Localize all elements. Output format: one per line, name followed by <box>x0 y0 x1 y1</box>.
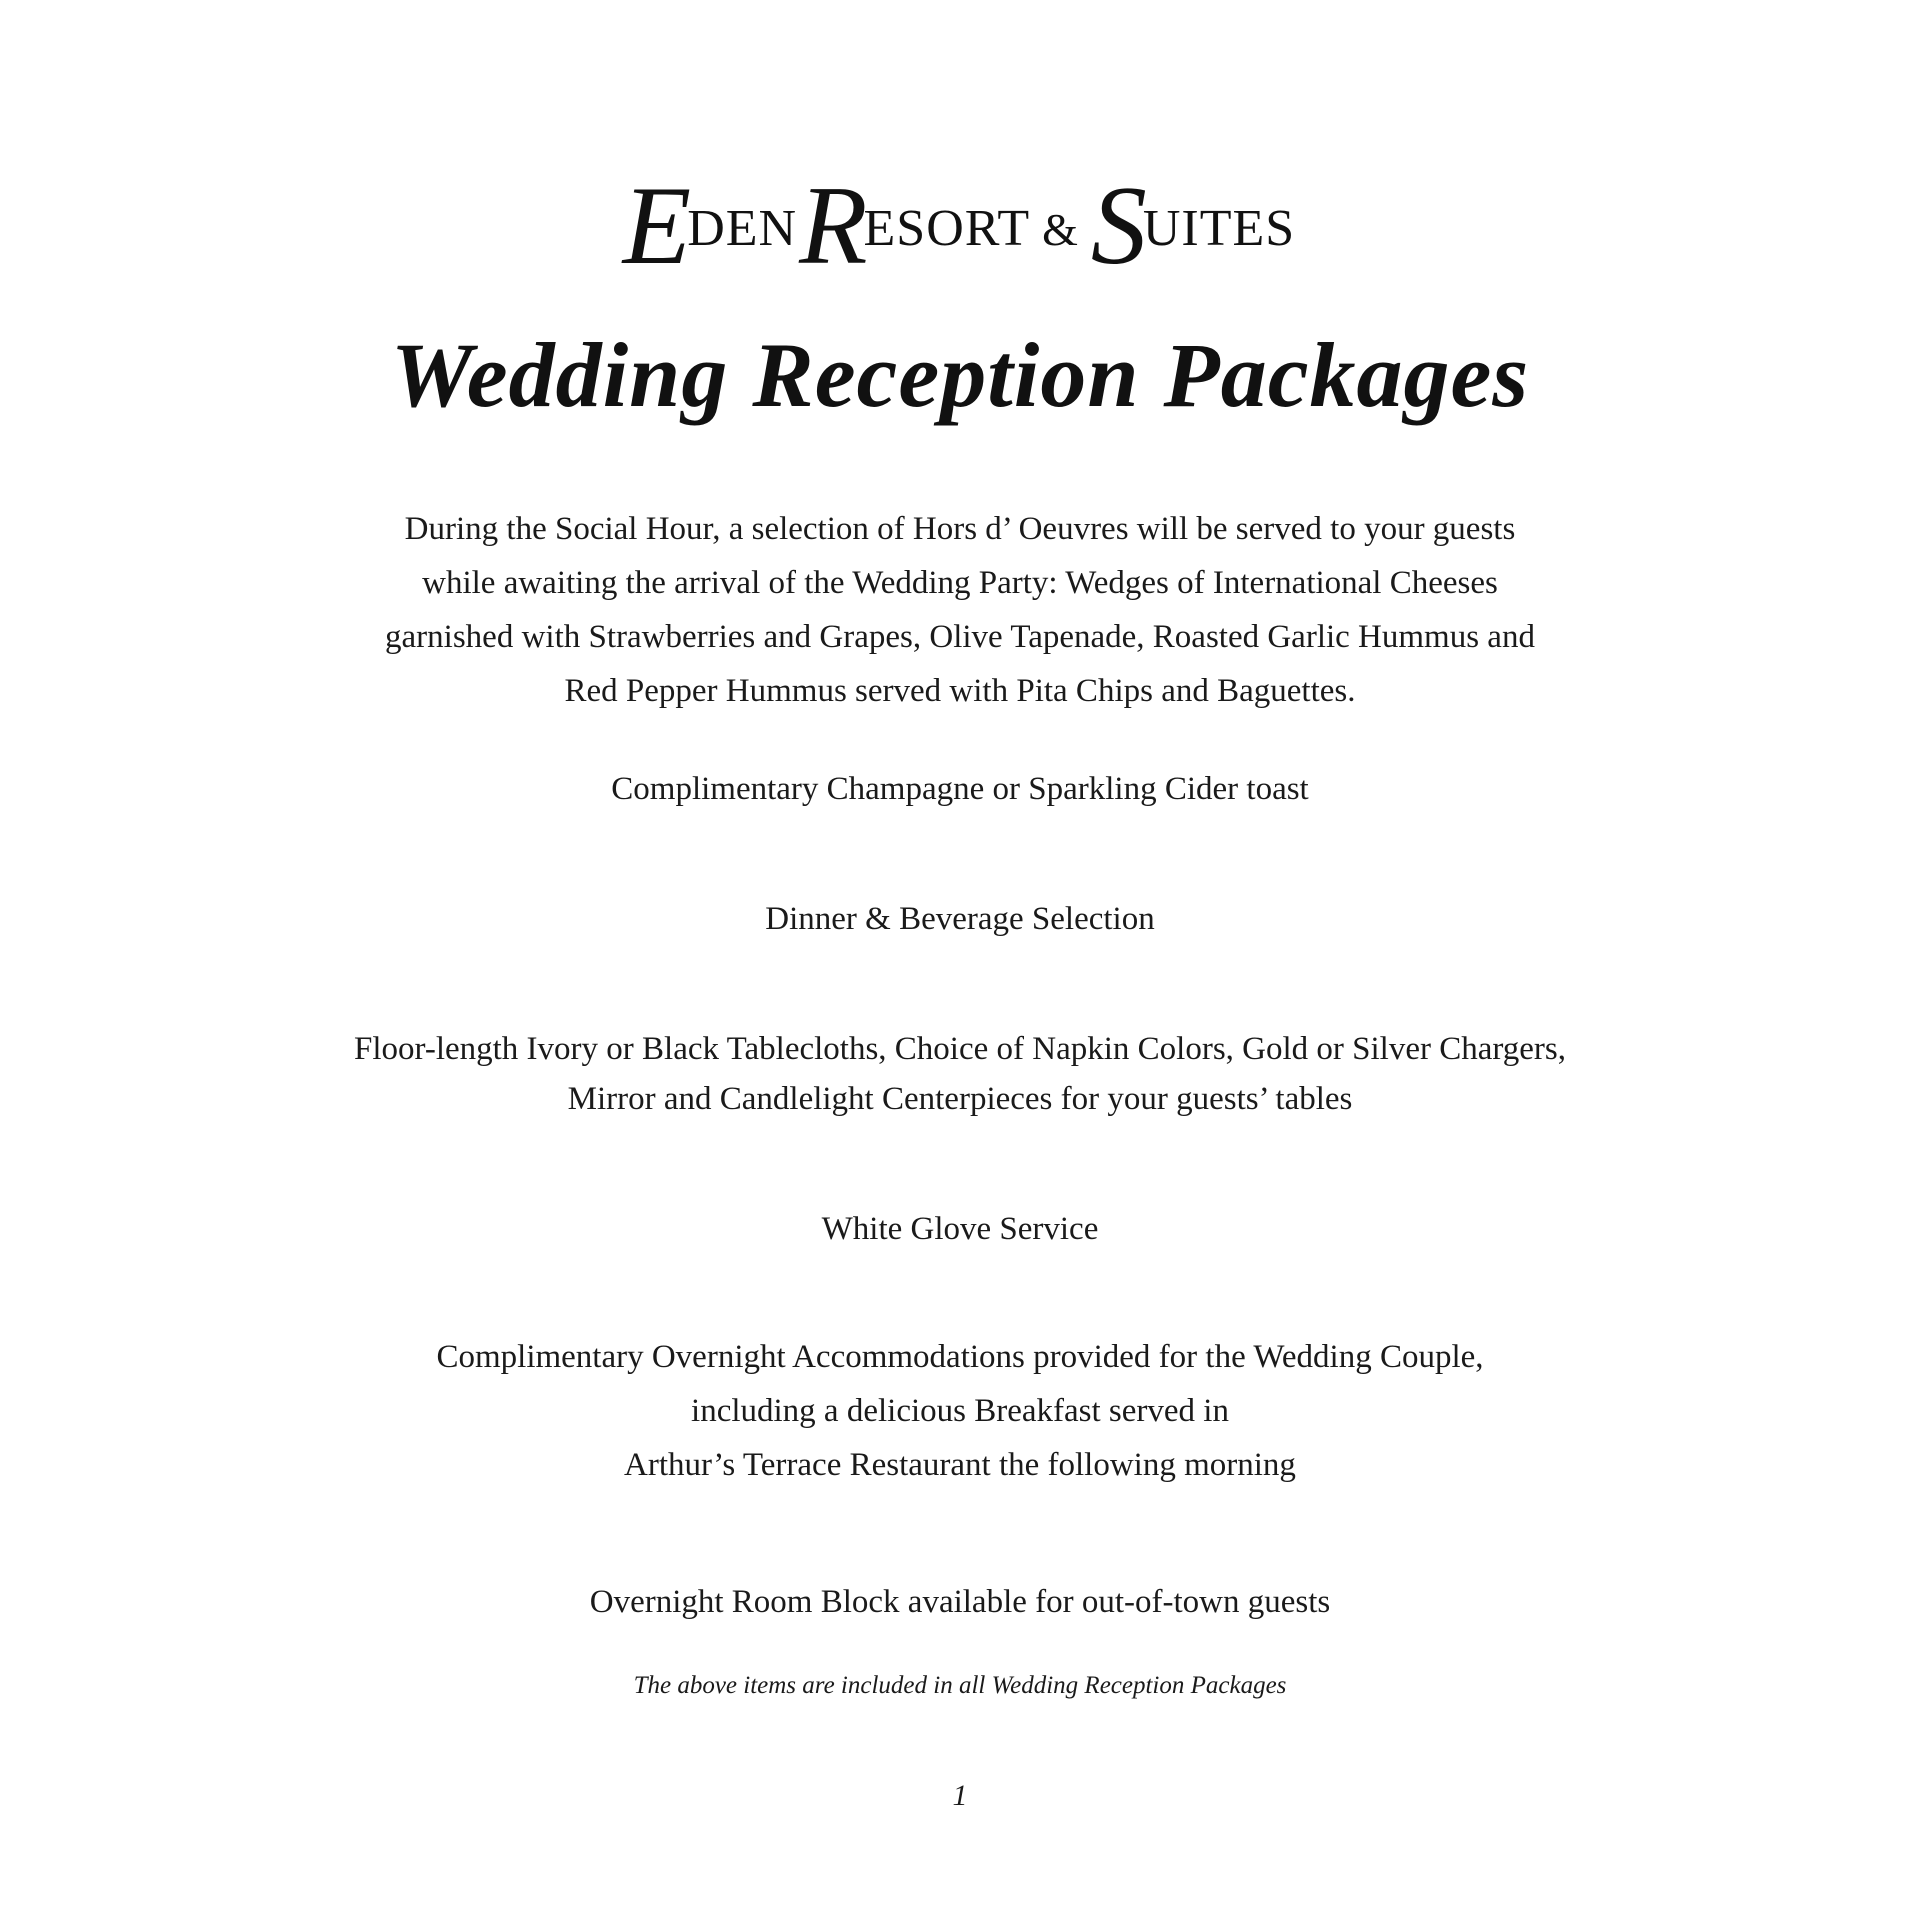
paragraph-line: garnished with Strawberries and Grapes, Olive Tapenade, Roasted Garlic Hummus and <box>385 619 1535 655</box>
logo-resort-rest: ESORT <box>863 200 1031 257</box>
paragraph-line: Mirror and Candlelight Centerpieces for your guests’ tables <box>567 1081 1353 1117</box>
logo-ampersand: & <box>1042 204 1079 255</box>
item-linens <box>0 1024 1920 1124</box>
paragraph-line: Floor-length Ivory or Black Tablecloths, Choice of Napkin Colors, Gold or Silver Chargers, <box>353 1031 1567 1067</box>
paragraph-line: while awaiting the arrival of the Wedding Party: Wedges of International Cheeses <box>422 565 1498 601</box>
item-white-glove: White Glove Service <box>821 1211 1099 1247</box>
paragraph-line: Complimentary Overnight Accommodations provided for the Wedding Couple, <box>436 1339 1484 1375</box>
logo-suites-rest: UITES <box>1142 200 1296 257</box>
paragraph-line: including a delicious Breakfast served in <box>691 1393 1229 1429</box>
item-accommodations <box>0 1330 1920 1492</box>
item-toast: Complimentary Champagne or Sparkling Cider toast <box>611 771 1309 807</box>
page-title: Wedding Reception Packages <box>390 324 1530 426</box>
logo-resort-initial: R <box>799 164 864 288</box>
item-room-block: Overnight Room Block available for out-of-town guests <box>589 1584 1331 1620</box>
paragraph-line: Red Pepper Hummus served with Pita Chips and Baguettes. <box>564 673 1356 709</box>
logo-eden-initial: E <box>622 164 688 288</box>
logo-suites-initial: S <box>1090 164 1143 288</box>
social-hour-paragraph <box>0 502 1920 718</box>
page-number: 1 <box>952 1779 968 1812</box>
item-dinner-selection: Dinner & Beverage Selection <box>765 901 1155 937</box>
resort-logo <box>0 164 1920 288</box>
paragraph-line: During the Social Hour, a selection of Hors d’ Oeuvres will be served to your guests <box>404 511 1516 547</box>
logo-eden-rest: DEN <box>687 200 798 257</box>
footnote: The above items are included in all Wedding Reception Packages <box>633 1672 1287 1699</box>
paragraph-line: Arthur’s Terrace Restaurant the following morning <box>624 1447 1296 1483</box>
